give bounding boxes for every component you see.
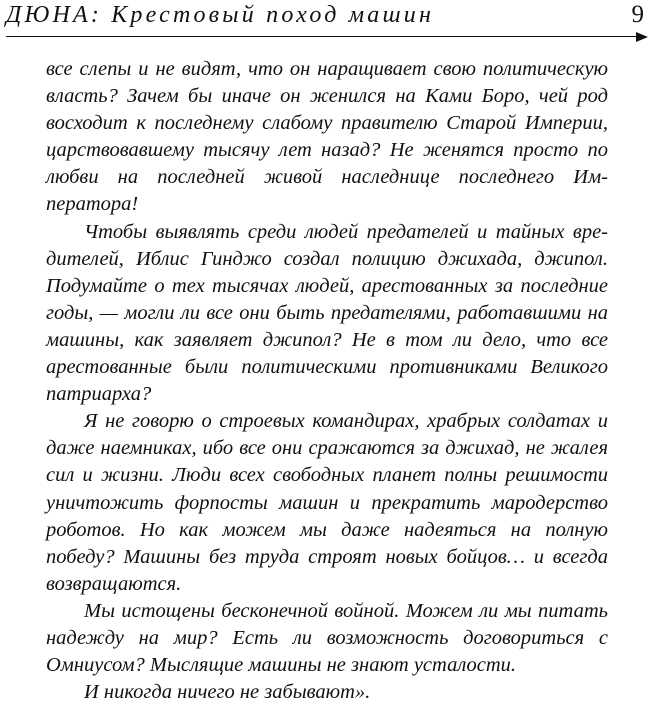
running-header (6, 0, 648, 40)
paragraph-5: И никогда ничего не забывают». (84, 681, 371, 704)
paragraph-1: все слепы и не видят, что он наращивает свою политическую власть? Зачем бы иначе он женился на Ками Боро, чей род восходит к последнему слабому правителю Старой Империи, царствовавшему тысячу лет назад? Не женятся просто по любви на последней живой наследнице последнего Императора! (46, 58, 608, 216)
paragraph-2: Чтобы выявлять среди людей предателей и тайных вредителей, Иблис Гинджо создал полицию джихада, джипол. Подумайте о тех тысячах людей, арестованных за последние годы, — могли ли все они быть предателями, работавшими на машины, как заявляет джипол? Не в том ли дело, что все арестованные были политическими противниками Великого патриарха? (46, 220, 608, 406)
header-rule-end-ornament (636, 32, 648, 42)
paragraph-4: Мы истощены бесконечной войной. Можем ли мы питать надежду на мир? Есть ли возможность договориться с Омниусом? Мыслящие машины не знают усталости. (46, 599, 608, 677)
page-number: 9 (631, 1, 644, 28)
body-text (46, 56, 608, 706)
header-rule (6, 36, 636, 37)
paragraph-3: Я не говорю о строевых командирах, храбрых солдатах и даже наемниках, ибо все они сражаются за джихад, не жалея сил и жизни. Люди всех свободных планет полны решимости уничтожить форпосты машин и прекратить мародерство роботов. Но как можем мы даже надеяться на полную победу? Машины без труда строят новых бойцов… и всегда возвращаются. (46, 410, 608, 595)
running-title: ДЮНА: Крестовый поход машин (6, 2, 435, 28)
